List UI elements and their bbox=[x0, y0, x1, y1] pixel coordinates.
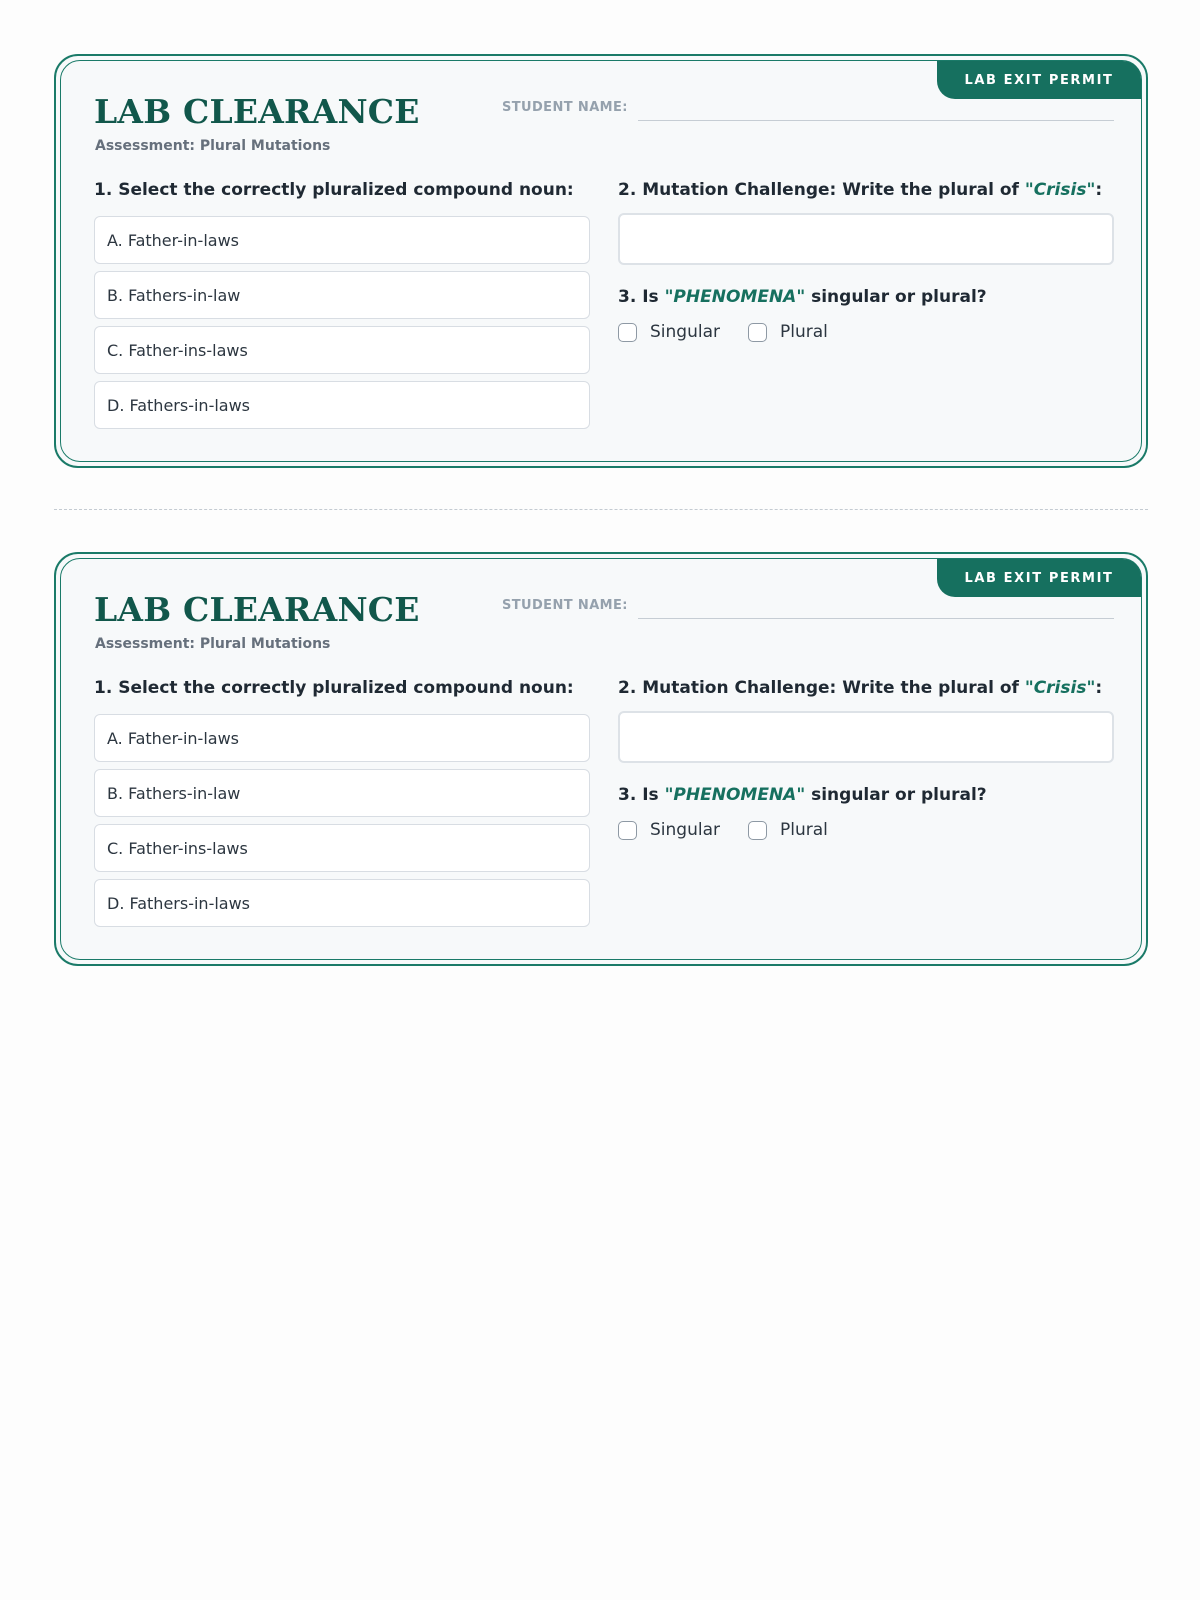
choice-singular-label: Singular bbox=[650, 322, 720, 342]
assessment-subtitle: Assessment: Plural Mutations bbox=[95, 636, 331, 652]
cut-line-divider bbox=[54, 509, 1148, 510]
option-d[interactable]: D. Fathers-in-laws bbox=[94, 879, 590, 927]
question-2-label bbox=[618, 180, 1102, 200]
page-title: LAB CLEARANCE bbox=[94, 92, 420, 131]
question-3-choices bbox=[618, 820, 856, 840]
checkbox-plural[interactable] bbox=[748, 821, 767, 840]
question-2-word: "Crisis" bbox=[1024, 180, 1096, 200]
question-2-prefix: 2. Mutation Challenge: Write the plural of bbox=[618, 180, 1019, 200]
permit-card bbox=[54, 54, 1148, 468]
question-3-label bbox=[618, 785, 987, 805]
question-1-label: 1. Select the correctly pluralized compound noun: bbox=[94, 678, 574, 698]
question-1-label: 1. Select the correctly pluralized compound noun: bbox=[94, 180, 574, 200]
option-d[interactable]: D. Fathers-in-laws bbox=[94, 381, 590, 429]
question-2-suffix: : bbox=[1095, 678, 1103, 698]
option-a[interactable]: A. Father-in-laws bbox=[94, 216, 590, 264]
checkbox-plural[interactable] bbox=[748, 323, 767, 342]
question-2-answer-input[interactable] bbox=[618, 711, 1114, 763]
permit-card bbox=[54, 552, 1148, 966]
student-name-label: STUDENT NAME: bbox=[502, 598, 628, 613]
question-3-suffix: singular or plural? bbox=[811, 287, 987, 307]
permit-tab: LAB EXIT PERMIT bbox=[937, 61, 1141, 99]
option-a[interactable]: A. Father-in-laws bbox=[94, 714, 590, 762]
question-2-label bbox=[618, 678, 1102, 698]
permit-tab: LAB EXIT PERMIT bbox=[937, 559, 1141, 597]
question-3-suffix: singular or plural? bbox=[811, 785, 987, 805]
choice-singular[interactable] bbox=[618, 820, 720, 840]
student-name-label: STUDENT NAME: bbox=[502, 100, 628, 115]
choice-singular-label: Singular bbox=[650, 820, 720, 840]
student-name-field[interactable] bbox=[638, 120, 1114, 121]
question-3-prefix: 3. Is bbox=[618, 287, 659, 307]
question-2-answer-input[interactable] bbox=[618, 213, 1114, 265]
option-b[interactable]: B. Fathers-in-law bbox=[94, 271, 590, 319]
question-3-word: "PHENOMENA" bbox=[664, 785, 806, 805]
checkbox-singular[interactable] bbox=[618, 821, 637, 840]
choice-plural-label: Plural bbox=[779, 322, 828, 342]
assessment-subtitle: Assessment: Plural Mutations bbox=[95, 138, 331, 154]
question-3-prefix: 3. Is bbox=[618, 785, 659, 805]
checkbox-singular[interactable] bbox=[618, 323, 637, 342]
option-c[interactable]: C. Father-ins-laws bbox=[94, 824, 590, 872]
question-1-options bbox=[94, 216, 590, 436]
choice-plural[interactable] bbox=[748, 820, 828, 840]
choice-plural-label: Plural bbox=[779, 820, 828, 840]
question-3-word: "PHENOMENA" bbox=[664, 287, 806, 307]
question-3-choices bbox=[618, 322, 856, 342]
student-name-field[interactable] bbox=[638, 618, 1114, 619]
choice-plural[interactable] bbox=[748, 322, 828, 342]
question-1-options bbox=[94, 714, 590, 934]
option-c[interactable]: C. Father-ins-laws bbox=[94, 326, 590, 374]
page-title: LAB CLEARANCE bbox=[94, 590, 420, 629]
question-2-prefix: 2. Mutation Challenge: Write the plural of bbox=[618, 678, 1019, 698]
option-b[interactable]: B. Fathers-in-law bbox=[94, 769, 590, 817]
question-2-suffix: : bbox=[1095, 180, 1103, 200]
choice-singular[interactable] bbox=[618, 322, 720, 342]
question-2-word: "Crisis" bbox=[1024, 678, 1096, 698]
question-3-label bbox=[618, 287, 987, 307]
